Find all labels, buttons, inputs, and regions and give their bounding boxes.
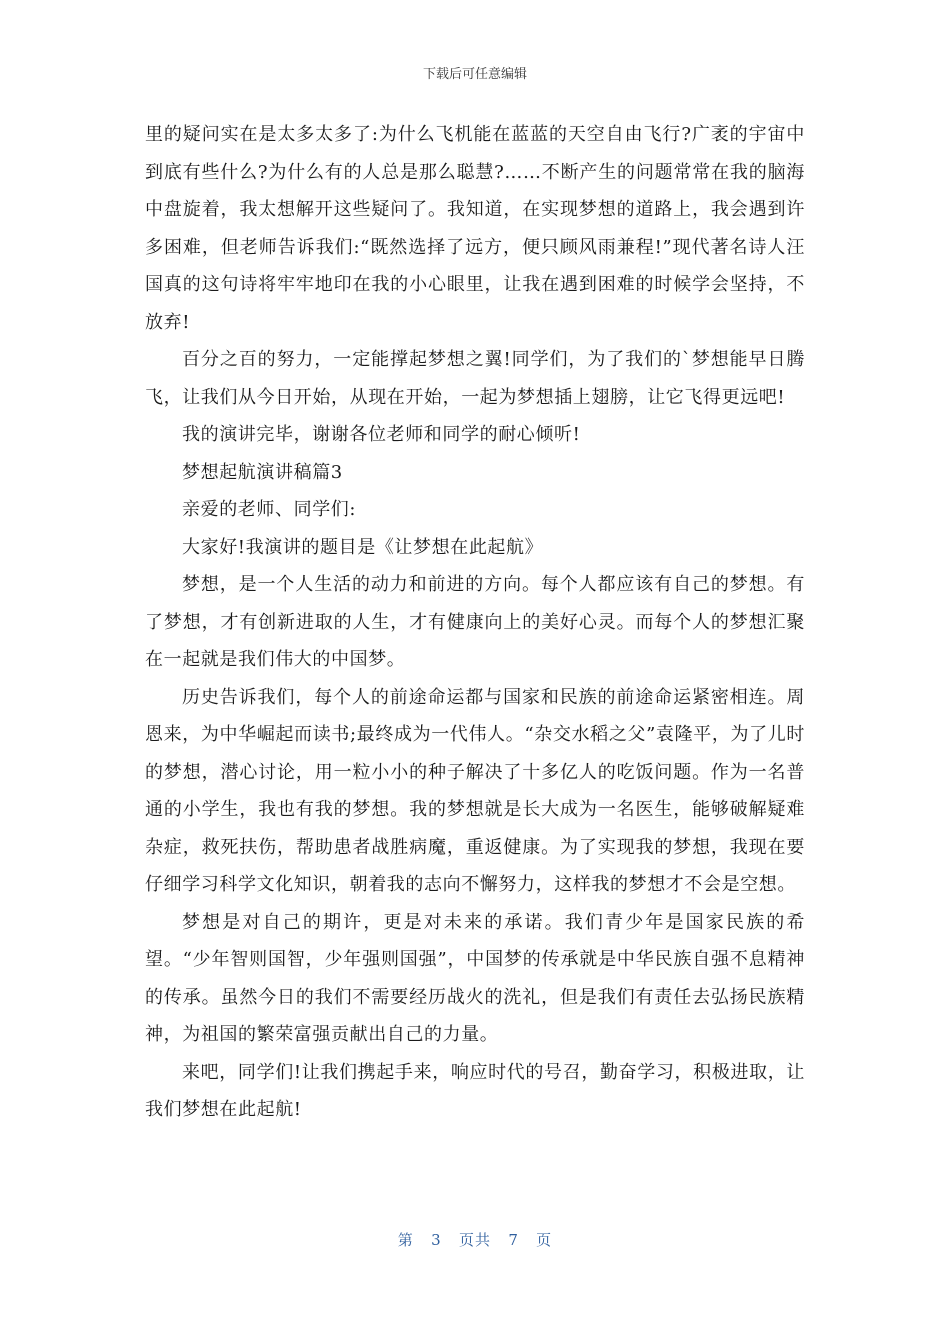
speech-title-line: 大家好!我演讲的题目是《让梦想在此起航》 bbox=[182, 536, 544, 558]
salutation: 亲爱的老师、同学们: bbox=[182, 499, 357, 520]
current-page-number: 3 bbox=[431, 1231, 442, 1249]
total-pages-number: 7 bbox=[508, 1231, 519, 1249]
section-heading: 梦想起航演讲稿篇3 bbox=[182, 461, 343, 483]
download-edit-note: 下载后可任意编辑 bbox=[422, 67, 527, 82]
paragraph-continuation: 里的疑问实在是太多太多了:为什么飞机能在蓝蓝的天空自由飞行?广袤的宇宙中到底有些什么?为什么有的人总是那么聪慧?……不断产生的问题常常在我的脑海中盘旋着，我太想解开这些疑问了。我知道，在实现梦想的道路上，我会遇到许多困难，但老师告诉我们:“既然选择了远方，便只顾风雨兼程!”现代著名诗人汪国真的这句诗将牢牢地印在我的小心眼里，让我在遇到困难的时候学会坚持，不放弃! bbox=[145, 124, 805, 333]
page-header bbox=[0, 66, 950, 84]
paragraph-effort: 百分之百的努力，一定能撑起梦想之翼!同学们，为了我们的`梦想能早日腾飞，让我们从今日开始，从现在开始，一起为梦想插上翅膀，让它飞得更远吧! bbox=[145, 349, 805, 408]
paragraph-dream-definition: 梦想，是一个人生活的动力和前进的方向。每个人都应该有自己的梦想。有了梦想，才有创新进取的人生，才有健康向上的美好心灵。而每个人的梦想汇聚在一起就是我们伟大的中国梦。 bbox=[145, 574, 805, 670]
page-number-footer bbox=[0, 1230, 950, 1250]
paragraph-closing-thanks: 我的演讲完毕，谢谢各位老师和同学的耐心倾听! bbox=[182, 424, 581, 445]
paragraph-promise: 梦想是对自己的期许，更是对未来的承诺。我们青少年是国家民族的希望。“少年智则国智，少年强则国强”，中国梦的传承就是中华民族自强不息精神的传承。虽然今日的我们不需要经历战火的洗礼，但是我们有责任去弘扬民族精神，为祖国的繁荣富强贡献出自己的力量。 bbox=[145, 911, 805, 1045]
footer-suffix: 页 bbox=[536, 1231, 553, 1249]
footer-prefix: 第 bbox=[397, 1231, 414, 1249]
paragraph-call-to-action: 来吧，同学们!让我们携起手来，响应时代的号召，勤奋学习，积极进取，让我们梦想在此起航! bbox=[145, 1061, 805, 1120]
document-body bbox=[145, 116, 805, 1129]
footer-middle: 页共 bbox=[458, 1231, 491, 1249]
paragraph-history: 历史告诉我们，每个人的前途命运都与国家和民族的前途命运紧密相连。周恩来，为中华崛起而读书;最终成为一代伟人。“杂交水稻之父”袁隆平，为了儿时的梦想，潜心讨论，用一粒小小的种子解决了十多亿人的吃饭问题。作为一名普通的小学生，我也有我的梦想。我的梦想就是长大成为一名医生，能够破解疑难杂症，救死扶伤，帮助患者战胜病魔，重返健康。为了实现我的梦想，我现在要仔细学习科学文化知识，朝着我的志向不懈努力，这样我的梦想才不会是空想。 bbox=[145, 686, 805, 895]
